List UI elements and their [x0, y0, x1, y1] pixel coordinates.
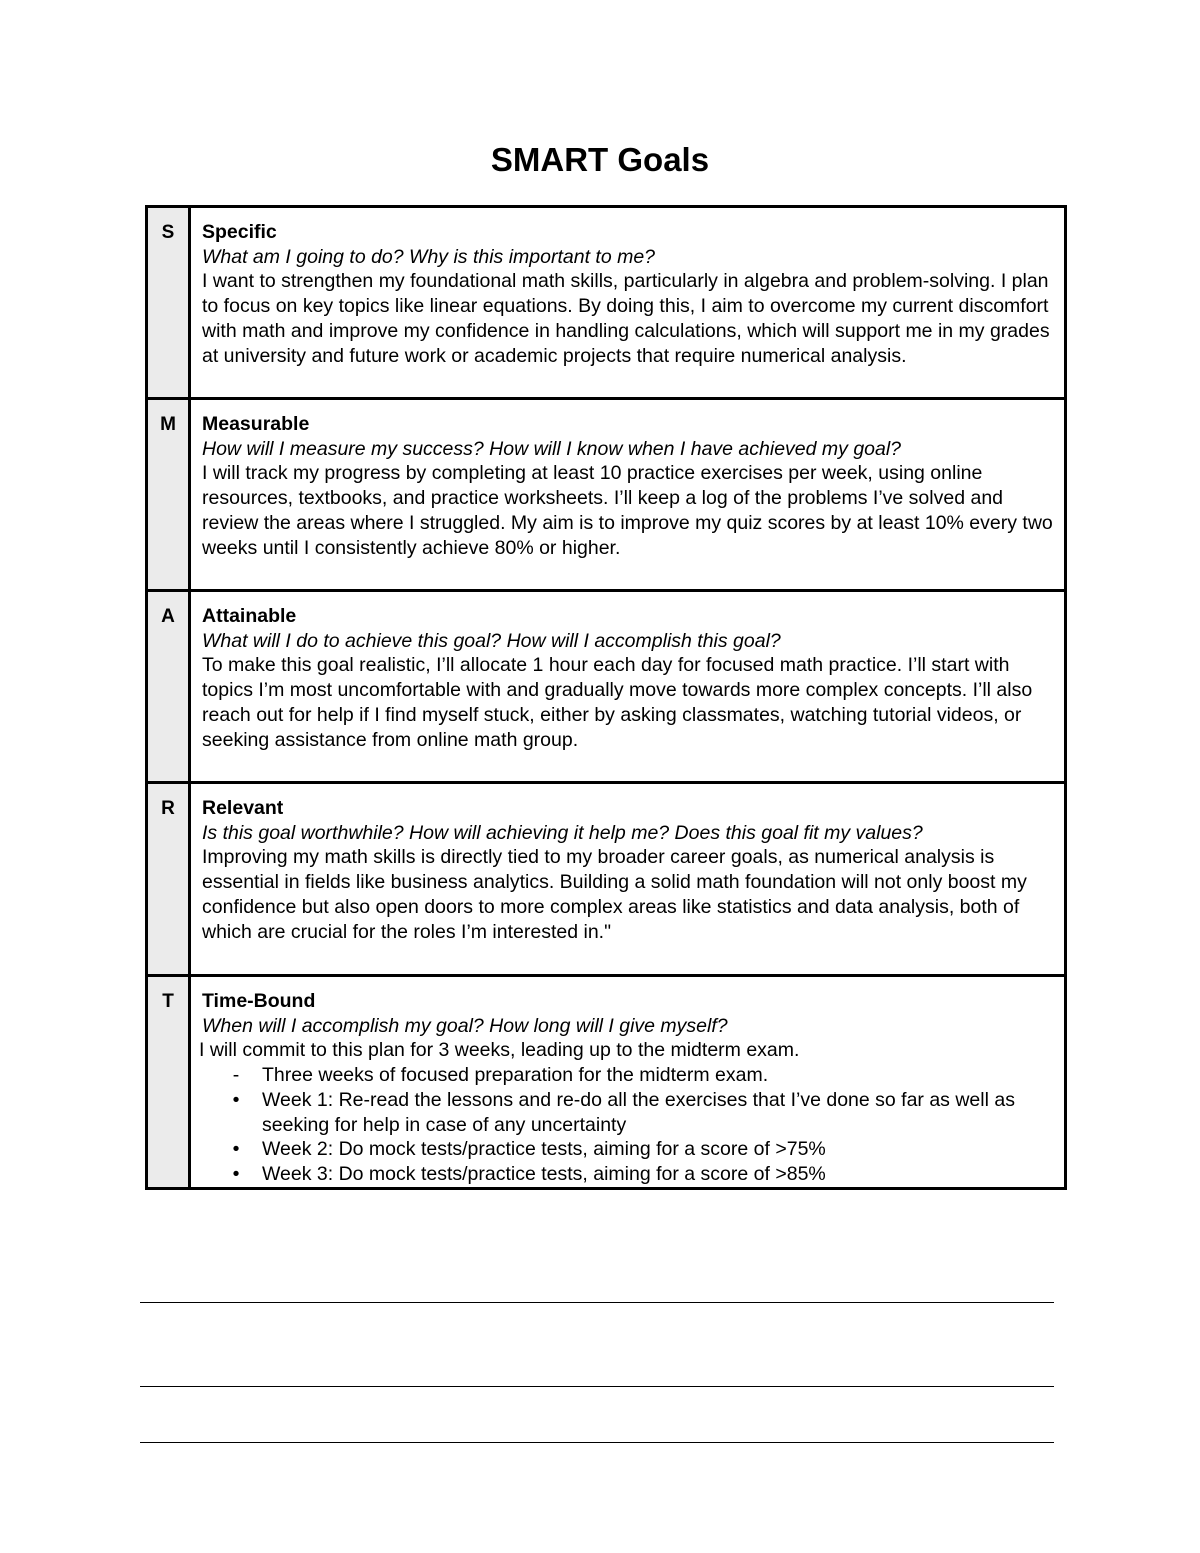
row-body: I want to strengthen my foundational math skills, particularly in algebra and problem-solving. I plan to focus on key topics like linear equations. By doing this, I aim to overcome my current discomfort with math and improve my confidence in handling calculations, which will support me in my grades at university and future work or academic projects that require numerical analysis. [202, 270, 1050, 367]
blank-write-line [140, 1386, 1054, 1387]
row-content [191, 208, 1064, 397]
bullet-marker: • [232, 1088, 240, 1111]
row-question: Is this goal worthwhile? How will achieving it help me? Does this goal fit my values? [202, 821, 923, 844]
goal-row-specific [148, 208, 1064, 397]
row-letter: S [148, 208, 191, 397]
smart-goals-table [145, 205, 1067, 1190]
goal-row-measurable [148, 397, 1064, 589]
row-body: To make this goal realistic, I’ll allocate 1 hour each day for focused math practice. I’ll start with topics I’m most uncomfortable with and gradually move towards more complex concepts. I’ll also reach out for help if I find myself stuck, either by asking classmates, watching tutorial videos, or seeking assistance from online math group. [202, 654, 1033, 751]
bullet-marker: • [232, 1138, 240, 1161]
row-letter: T [148, 977, 191, 1187]
row-body: I will track my progress by completing at least 10 practice exercises per week, using online resources, textbooks, and practice worksheets. I’ll keep a log of the problems I’ve solved and review the areas where I struggled. My aim is to improve my quiz scores by at least 10% every two weeks until I consistently achieve 80% or higher. [202, 462, 1053, 559]
row-content [191, 784, 1064, 974]
row-heading: Measurable [202, 413, 310, 435]
plan-item-text: Week 2: Do mock tests/practice tests, aiming for a score of >75% [262, 1138, 826, 1161]
plan-list [199, 1063, 1060, 1187]
plan-item [199, 1162, 1060, 1187]
goal-row-relevant [148, 781, 1064, 974]
row-question: When will I accomplish my goal? How long will I give myself? [202, 1014, 728, 1037]
row-heading: Attainable [202, 605, 297, 627]
row-heading: Specific [202, 221, 277, 243]
row-heading: Time-Bound [202, 990, 316, 1012]
blank-write-line [140, 1302, 1054, 1303]
row-content [191, 977, 1064, 1187]
row-body: Improving my math skills is directly tied to my broader career goals, as numerical analysis is essential in fields like business analytics. Building a solid math foundation will not only boost my confidence but also open doors to more complex areas like statistics and data analysis, both of which are crucial for the roles I’m interested in." [202, 846, 1027, 943]
row-body: I will commit to this plan for 3 weeks, leading up to the midterm exam. [199, 1039, 800, 1062]
blank-write-line [140, 1442, 1054, 1443]
row-question: What will I do to achieve this goal? How will I accomplish this goal? [202, 629, 781, 652]
row-heading: Relevant [202, 797, 284, 819]
row-content [191, 592, 1064, 781]
plan-item-text: Week 1: Re-read the lessons and re-do all the exercises that I’ve done so far as well as seeking for help in case of any uncertainty [262, 1088, 1015, 1136]
goal-row-time-bound [148, 974, 1064, 1187]
plan-item [199, 1063, 1060, 1088]
row-question: What am I going to do? Why is this important to me? [202, 245, 656, 268]
row-letter: A [148, 592, 191, 781]
plan-item [199, 1088, 1060, 1137]
row-letter: R [148, 784, 191, 974]
goal-row-attainable [148, 589, 1064, 781]
row-letter: M [148, 400, 191, 589]
page-title: SMART Goals [490, 141, 710, 178]
plan-item [199, 1137, 1060, 1162]
bullet-marker: • [232, 1162, 240, 1185]
row-question: How will I measure my success? How will I know when I have achieved my goal? [202, 437, 902, 460]
plan-item-text: Week 3: Do mock tests/practice tests, aiming for a score of >85% [262, 1162, 826, 1185]
plan-item-text: Three weeks of focused preparation for the midterm exam. [262, 1064, 769, 1087]
dash-marker: - [232, 1064, 240, 1087]
row-content [191, 400, 1064, 589]
